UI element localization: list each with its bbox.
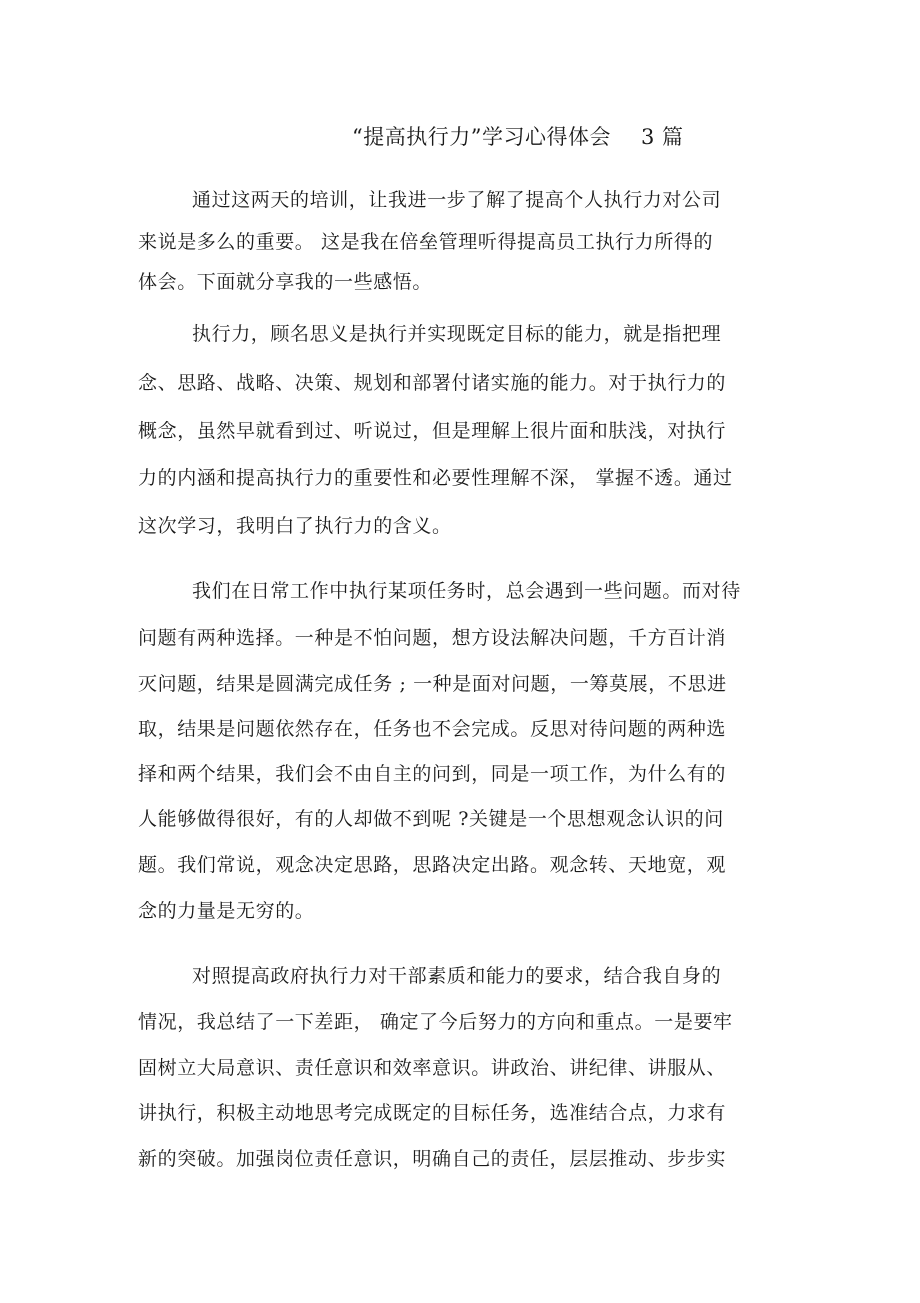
paragraph-2-line-5: 这次学习，我明白了执行力的含义。 [138, 515, 452, 537]
paragraph-4-line-4: 讲执行，积极主动地思考完成既定的目标任务，选准结合点，力求有 [138, 1102, 727, 1124]
title-count: 3 篇 [640, 125, 684, 149]
paragraph-3-line-1: 我们在日常工作中执行某项任务时，总会遇到一些问题。而对待 [192, 580, 741, 602]
paragraph-3-line-7: 题。我们常说，观念决定思路，思路决定出路。观念转、天地宽，观 [138, 854, 727, 876]
paragraph-3-line-6: 人能够做得很好，有的人却做不到呢 ?关键是一个思想观念认识的问 [138, 808, 724, 830]
document-title [352, 122, 684, 152]
paragraph-1-line-2: 来说是多么的重要。 这是我在倍垒管理听得提高员工执行力所得的 [138, 231, 714, 253]
paragraph-4-line-2: 情况，我总结了一下差距， 确定了今后努力的方向和重点。一是要牢 [138, 1011, 733, 1033]
paragraph-1-line-3: 体会。下面就分享我的一些感悟。 [138, 271, 433, 293]
paragraph-4-line-1: 对照提高政府执行力对干部素质和能力的要求，结合我自身的 [192, 965, 722, 987]
paragraph-4-line-3: 固树立大局意识、责任意识和效率意识。讲政治、讲纪律、讲服从、 [138, 1057, 727, 1079]
title-text: “提高执行力”学习心得体会 [352, 125, 611, 149]
paragraph-3-line-4: 取，结果是问题依然存在，任务也不会完成。反思对待问题的两种选 [138, 718, 727, 740]
paragraph-2-line-3: 概念，虽然早就看到过、听说过，但是理解上很片面和肤浅，对执行 [138, 420, 727, 442]
paragraph-2-line-4: 力的内涵和提高执行力的重要性和必要性理解不深， 掌握不透。通过 [138, 467, 733, 489]
paragraph-3-line-5: 择和两个结果，我们会不由自主的问到，同是一项工作，为什么有的 [138, 763, 727, 785]
paragraph-2-line-1: 执行力，顾名思义是执行并实现既定目标的能力，就是指把理 [192, 323, 722, 345]
paragraph-3-line-8: 念的力量是无穷的。 [138, 900, 315, 922]
paragraph-3-line-2: 问题有两种选择。一种是不怕问题，想方设法解决问题，千方百计消 [138, 627, 727, 649]
paragraph-2-line-2: 念、思路、战略、决策、规划和部署付诸实施的能力。对于执行力的 [138, 372, 727, 394]
paragraph-4-line-5: 新的突破。加强岗位责任意识，明确自己的责任，层层推动、步步实 [138, 1148, 727, 1170]
paragraph-1-line-1: 通过这两天的培训，让我进一步了解了提高个人执行力对公司 [192, 189, 722, 211]
paragraph-3-line-3: 灭问题，结果是圆满完成任务 ; 一种是面对问题，一筹莫展，不思进 [138, 673, 727, 695]
